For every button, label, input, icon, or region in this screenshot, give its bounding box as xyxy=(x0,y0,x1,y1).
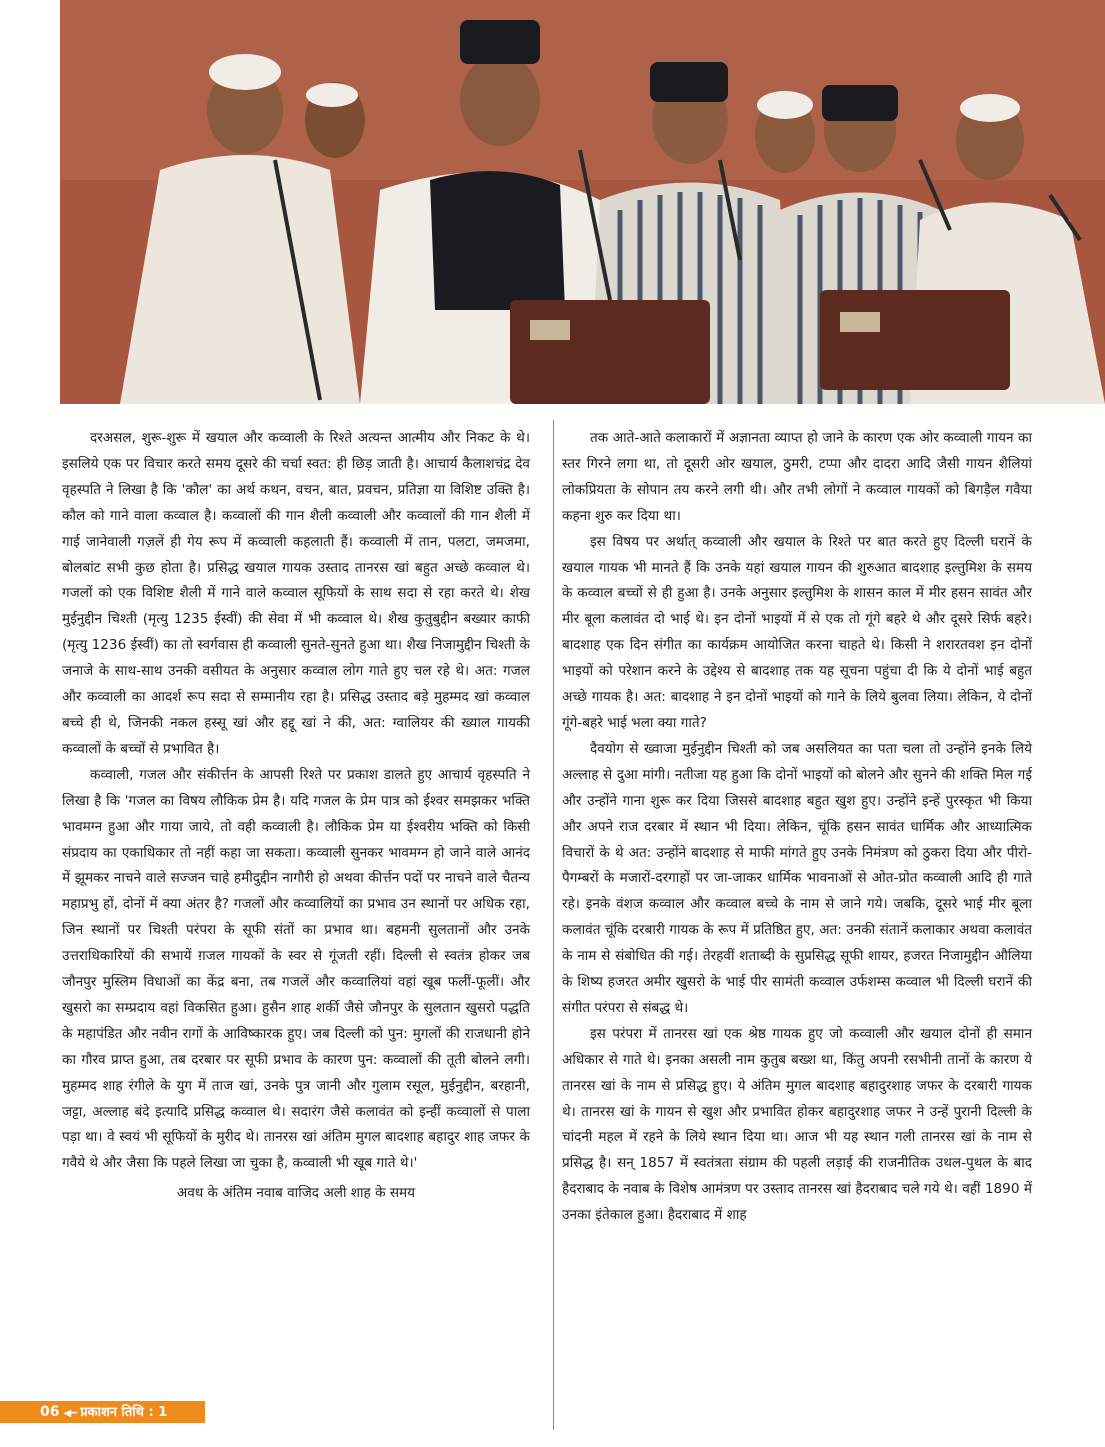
page-number: 06 xyxy=(40,1404,60,1420)
paragraph: इस विषय पर अर्थात् कव्वाली और खयाल के रिश्ते पर बात करते हुए दिल्ली घरानें के खयाल गायक भी मानते हैं कि उनके यहां खयाल गायन की शुरुआत बादशाह इल्तुमिश के समय के कव्वाल बच्चों से ही हुआ है। उनके अनुसार इल्तुमिश के शासन काल में मीर हसन सावंत और मीर बूला कलावंत दो भाई थे। इन दोनों भाइयों में से एक तो गूंगे बहरे थे और दूसरे सिर्फ बहरे। बादशाह एक दिन संगीत का कार्यक्रम आयोजित करना चाहते थे। किसी ने शरारतवश इन दोनों भाइयों को परेशान करने के उद्देश्य से बादशाह तक यह सूचना पहुंचा दी कि ये दोनों भाई बहुत अच्छे गायक है। अत: बादशाह ने इन दोनों भाइयों को गाने के लिये बुलवा लिया। लेकिन, ये दोनों गूंगे-बहरे भाई भला क्या गाते? xyxy=(562,533,1032,731)
article-column-right xyxy=(562,426,1032,1229)
paragraph: दैवयोग से ख्वाजा मुईनुद्दीन चिश्ती को जब असलियत का पता चला तो उन्होंने इनके लिये अल्लाह से दुआ मांगी। नतीजा यह हुआ कि दोनों भाइयों को बोलने और सुनने की शक्ति मिल गई और उन्होंने गाना शुरू कर दिया जिससे बादशाह बहुत खुश हुए। उन्होंने इन्हें पुरस्कृत भी किया और अपने राज दरबार में स्थान भी दिया। लेकिन, चूंकि हसन सावंत धार्मिक और आध्यात्मिक विचारों के थे अत: उन्होंने बादशाह से माफी मांगते हुए उनके निमंत्रण को ठुकरा दिया और पीरो-पैगम्बरों के मजारों-दरगाहों पर जा-जाकर धार्मिक भावनाओं से ओत-प्रोत कव्वाली आदि ही गाते रहे। इनके वंशज कव्वाल और कव्वाल बच्चे के नाम से जाने गये। जबकि, दूसरे भाई मीर बूला कलावंत चूंकि दरबारी गायक के रूप में प्रतिष्ठित हुए, अत: उनकी संतानें कलाकार अथवा कलावंत के नाम से संबोधित की गई। तेरहवीं शताब्दी के सुप्रसिद्ध सूफी शायर, हजरत निजामुद्दीन औलिया के शिष्य हजरत अमीर खुसरो के भाई पीर सामंती कव्वाल उर्फशम्स कव्वाल भी दिल्ली घरानें की संगीत परंपरा से संबद्ध थे। xyxy=(562,740,1032,1016)
page-footer xyxy=(0,1401,205,1443)
publication-date: प्रकाशन तिथि : 1 सितम्बर, 2020 xyxy=(40,1405,168,1443)
paragraph: दरअसल, शुरू-शुरू में खयाल और कव्वाली के रिश्ते अत्यन्त आत्मीय और निकट के थे। इसलिये एक पर विचार करते समय दूसरे की चर्चा स्वत: ही छिड़ जाती है। आचार्य कैलाशचंद्र देव वृहस्पति ने लिखा है कि 'कौल' का अर्थ कथन, वचन, बात, प्रवचन, प्रतिज्ञा या विशिष्ट उक्ति है। कौल को गाने वाला कव्वाल है। कव्वालों की गान शैली कव्वाली और कव्वालों की गान शैली में गाई जानेवाली गज़लें ही गेय रूप में कव्वाली कहलाती हैं। कव्वाली में तान, पलटा, जमजमा, बोलबांट सभी कुछ होता है। प्रसिद्ध खयाल गायक उस्ताद तानरस खां बहुत अच्छे कव्वाल थे। गजलों को एक विशिष्ट शैली में गाने वाले कव्वाल सूफियों के साथ सदा से रहा करते थे। शेख मुईनुद्दीन चिश्ती (मृत्यु 1235 ईस्वीं) की सेवा में भी कव्वाल थे। शैख कुतुबुद्दीन बख्यार काफी (मृत्यु 1236 ईस्वीं) का तो स्वर्गवास ही कव्वाली सुनते-सुनते हुआ था। शैख निजामुद्दीन चिश्ती के जनाजे के साथ-साथ उनकी वसीयत के अनुसार कव्वाल लोग गाते हुए चल रहे थे। अत: गजल और कव्वाली का आदर्श रूप सदा से सम्मानीय रहा है। प्रसिद्ध उस्ताद बड़े मुहम्मद खां कव्वाल बच्चे ही थे, जिनकी नकल हस्सू खां और हद्दू खां ने की, अत: ग्वालियर की ख्याल गायकी कव्वालों के बच्चों से प्रभावित है। xyxy=(62,430,530,757)
article-photo xyxy=(60,0,1105,404)
qawwali-performance-photo-icon xyxy=(60,0,1105,404)
paragraph: तक आते-आते कलाकारों में अज्ञानता व्याप्त हो जाने के कारण एक ओर कव्वाली गायन का स्तर गिरने लगा था, तो दूसरी ओर खयाल, ठुमरी, टप्पा और दादरा आदि जैसी गायन शैलियां लोकप्रियता के सोपान तय करने लगी थी। और तभी लोगों ने कव्वाल गायकों को बिगड़ैल गवैया कहना शुरु कर दिया था। xyxy=(562,430,1032,524)
column-divider xyxy=(553,420,554,1430)
arrow-icon: ◀━ xyxy=(63,1408,78,1419)
article-column-left xyxy=(62,426,530,1207)
paragraph: इस परंपरा में तानरस खां एक श्रेष्ठ गायक हुए जो कव्वाली और खयाल दोनों ही समान अधिकार से गाते थे। इनका असली नाम कुतुब बख्श था, किंतु अपनी रसभीनी तानों के कारण ये तानरस खां के नाम से प्रसिद्ध हुए। ये अंतिम मुगल बादशाह बहादुरशाह जफर के दरबारी गायक थे। तानरस खां के गायन से खुश और प्रभावित होकर बहादुरशाह जफर ने उन्हें पुरानी दिल्ली के चांदनी महल में रहने के लिये स्थान दिया था। आज भी यह स्थान गली तानरस खां के नाम से प्रसिद्ध है। सन् 1857 में स्वतंत्रता संग्राम की पहली लड़ाई की राजनीतिक उथल-पुथल के बाद हैदराबाद के नवाब के विशेष आमंत्रण पर उस्ताद तानरस खां हैदराबाद चले गये थे। वहीं 1890 में उनका इंतेकाल हुआ। हैदराबाद में शाह xyxy=(562,1025,1032,1224)
paragraph: कव्वाली, गजल और संकीर्त्तन के आपसी रिश्ते पर प्रकाश डालते हुए आचार्य वृहस्पति ने लिखा है कि 'गजल का विषय लौकिक प्रेम है। यदि गजल के प्रेम पात्र को ईश्वर समझकर भक्ति भावमग्न हुआ और गाया जाये, तो वही कव्वाली है। लौकिक प्रेम या ईश्वरीय भक्ति को किसी संप्रदाय का एकाधिकार तो नहीं कहा जा सकता। कव्वाली सुनकर भावमग्न हो जाने वाले आनंद में झूमकर नाचने वाले सज्जन चाहे हमीदुद्दीन नागौरी हो अथवा कीर्त्तन पदों पर नाचने वाले चैतन्य महाप्रभु हों, दोनों में क्या अंतर है? गजलों और कव्वालियों का प्रभाव उन स्थानों पर अधिक रहा, जिन स्थानों पर चिश्ती परंपरा के सूफी संतों का प्रभाव था। बहमनी सुलतानों और उनके उत्तराधिकारियों की सभायें ग़जल गायकों के स्वर से गूंजती रहीं। दिल्ली से स्वतंत्र होकर जब जौनपुर मुस्लिम विधाओं का केंद्र बना, तब गजलें और कव्वालियां वहां खूब फलीं-फूलीं। और खुसरो का सम्प्रदाय वहां विकसित हुआ। हुसैन शाह शर्की जैसे जौनपुर के सुलतान खुसरो पद्धति के महापंडित और नवीन रागों के आविष्कारक हुए। जब दिल्ली को पुन: मुगलों की राजधानी होने का गौरव प्राप्त हुआ, तब दरबार पर सूफी प्रभाव के कारण पुन: कव्वालों की तूती बोलने लगी। मुहम्मद शाह रंगीले के युग में ताज खां, उनके पुत्र जानी और गुलाम रसूल, मुईनुद्दीन, बरहानी, जट्टा, अल्लाह बंदे इत्यादि प्रसिद्ध कव्वाल थे। सदारंग जैसे कलावंत को इन्हीं कव्वालों से पाला पड़ा था। वे स्वयं भी सूफियों के मुरीद थे। तानरस खां अंतिम मुगल बादशाह बहादुर शाह जफर के गवैये थे और जैसा कि पहले लिखा जा चुका है, कव्वाली भी खूब गाते थे।' xyxy=(62,766,530,1172)
paragraph-tail: अवध के अंतिम नवाब वाजिद अली शाह के समय xyxy=(176,1185,416,1202)
